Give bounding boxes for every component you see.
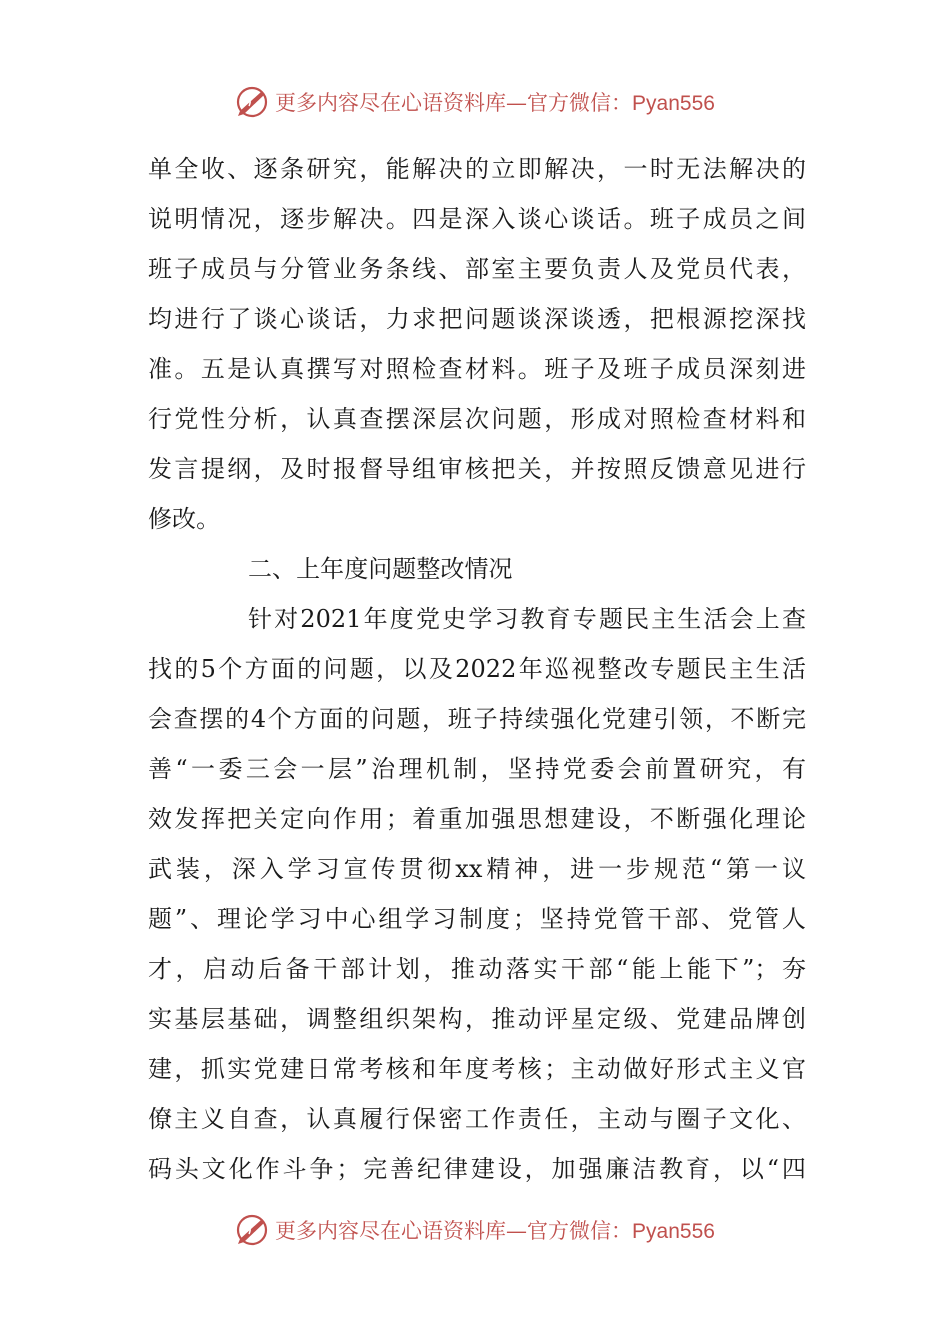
body-line: 找的5个方面的问题，以及2022年巡视整改专题民主生活 <box>148 655 806 683</box>
body-line: 码头文化作斗争；完善纪律建设，加强廉洁教育，以“四 <box>148 1155 806 1183</box>
body-line: 说明情况，逐步解决。四是深入谈心谈话。班子成员之间 <box>148 205 806 233</box>
body-line: 才，启动后备干部计划，推动落实干部“能上能下”；夯 <box>148 955 806 983</box>
section-heading: 二、上年度问题整改情况 <box>248 555 513 583</box>
footer-banner-text: 更多内容尽在心语资料库—官方微信：Pyan556 <box>275 1219 715 1243</box>
body-line: 建，抓实党建日常考核和年度考核；主动做好形式主义官 <box>148 1055 806 1083</box>
body-line: 题”、理论学习中心组学习制度；坚持党管干部、党管人 <box>148 905 806 933</box>
body-line: 班子成员与分管业务条线、部室主要负责人及党员代表， <box>148 255 806 283</box>
body-line: 武装，深入学习宣传贯彻xx精神，进一步规范“第一议 <box>148 855 806 883</box>
footer-banner <box>0 1210 950 1250</box>
body-line: 效发挥把关定向作用；着重加强思想建设，不断强化理论 <box>148 805 806 833</box>
pen-logo-icon <box>235 85 269 119</box>
document-body <box>148 144 806 1194</box>
body-line: 会查摆的4个方面的问题，班子持续强化党建引领，不断完 <box>148 705 806 733</box>
body-line: 针对2021年度党史学习教育专题民主生活会上查 <box>248 605 806 633</box>
pen-logo-icon <box>235 1213 269 1247</box>
body-line: 修改。 <box>148 505 221 533</box>
body-line: 单全收、逐条研究，能解决的立即解决，一时无法解决的 <box>148 155 806 183</box>
body-line: 实基层基础，调整组织架构，推动评星定级、党建品牌创 <box>148 1005 806 1033</box>
footer-wechat-id: Pyan556 <box>632 1220 715 1243</box>
header-banner <box>0 82 950 122</box>
body-line: 僚主义自查，认真履行保密工作责任，主动与圈子文化、 <box>148 1105 806 1133</box>
body-line: 行党性分析，认真查摆深层次问题，形成对照检查材料和 <box>148 405 806 433</box>
header-banner-text: 更多内容尽在心语资料库—官方微信：Pyan556 <box>275 91 715 115</box>
header-wechat-id: Pyan556 <box>632 92 715 115</box>
body-line: 准。五是认真撰写对照检查材料。班子及班子成员深刻进 <box>148 355 806 383</box>
body-line: 发言提纲，及时报督导组审核把关，并按照反馈意见进行 <box>148 455 806 483</box>
body-line: 善“一委三会一层”治理机制，坚持党委会前置研究，有 <box>148 755 806 783</box>
body-line: 均进行了谈心谈话，力求把问题谈深谈透，把根源挖深找 <box>148 305 806 333</box>
